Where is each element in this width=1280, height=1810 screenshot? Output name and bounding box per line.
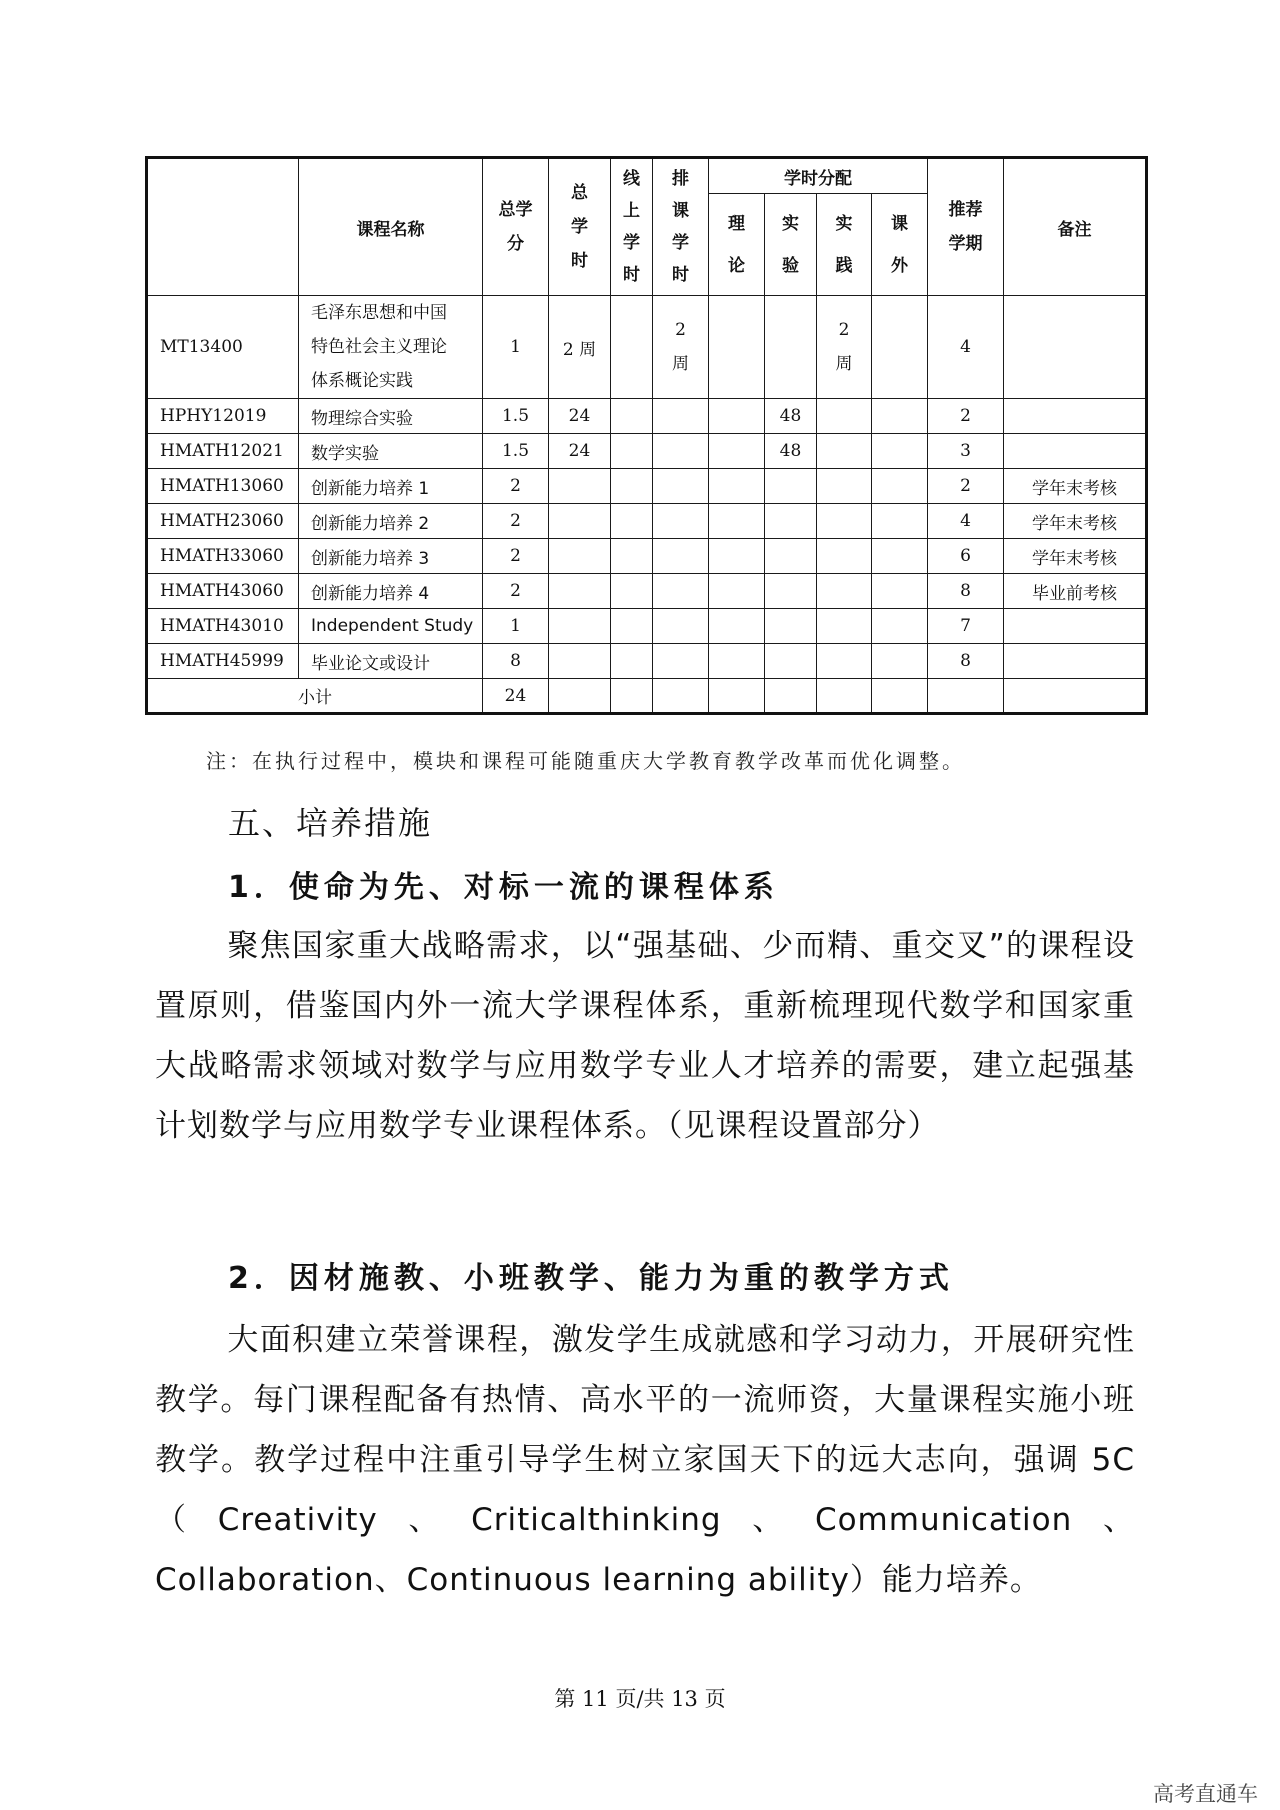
cell-name: 毕业论文或设计 bbox=[299, 644, 483, 679]
subtotal-credits: 24 bbox=[483, 679, 549, 714]
cell-credits: 2 bbox=[483, 574, 549, 609]
table-row bbox=[147, 296, 1147, 399]
cell-code: HMATH43060 bbox=[147, 574, 299, 609]
cell-note bbox=[1004, 609, 1147, 644]
cell-scheduled bbox=[653, 609, 709, 644]
cell-credits: 2 bbox=[483, 469, 549, 504]
cell-hours bbox=[549, 539, 611, 574]
cell-hours: 2 周 bbox=[549, 296, 611, 399]
header-hour-allocation: 学时分配 bbox=[709, 158, 928, 194]
table-body bbox=[147, 296, 1147, 679]
cell-theory bbox=[709, 469, 765, 504]
watermark: 高考直通车 bbox=[1153, 1782, 1258, 1806]
header-online-hours: 线上学时 bbox=[611, 158, 653, 296]
cell-online bbox=[611, 574, 653, 609]
cell-semester: 4 bbox=[928, 504, 1004, 539]
cell-extra bbox=[872, 504, 928, 539]
cell-code: HMATH43010 bbox=[147, 609, 299, 644]
cell-note bbox=[1004, 296, 1147, 399]
header-remarks: 备注 bbox=[1004, 158, 1147, 296]
cell-credits: 8 bbox=[483, 644, 549, 679]
cell-note bbox=[1004, 644, 1147, 679]
cell-practice bbox=[817, 469, 872, 504]
cell-semester: 4 bbox=[928, 296, 1004, 399]
cell-note bbox=[1004, 399, 1147, 434]
cell-experiment bbox=[765, 296, 817, 399]
cell-hours bbox=[549, 644, 611, 679]
cell-code: HMATH13060 bbox=[147, 469, 299, 504]
cell-extra bbox=[872, 469, 928, 504]
cell-online bbox=[611, 434, 653, 469]
cell-hours bbox=[549, 504, 611, 539]
cell-experiment bbox=[765, 504, 817, 539]
cell-extra bbox=[872, 574, 928, 609]
cell-scheduled bbox=[653, 399, 709, 434]
cell-scheduled bbox=[653, 644, 709, 679]
cell-hours: 24 bbox=[549, 434, 611, 469]
cell-practice bbox=[817, 504, 872, 539]
cell-note: 学年末考核 bbox=[1004, 504, 1147, 539]
cell-hours bbox=[549, 574, 611, 609]
subtotal-label: 小计 bbox=[147, 679, 483, 714]
cell-theory bbox=[709, 434, 765, 469]
cell-semester: 8 bbox=[928, 644, 1004, 679]
cell-scheduled bbox=[653, 504, 709, 539]
cell-hours: 24 bbox=[549, 399, 611, 434]
table-note: 注：在执行过程中，模块和课程可能随重庆大学教育教学改革而优化调整。 bbox=[206, 749, 965, 773]
cell-name: 物理综合实验 bbox=[299, 399, 483, 434]
header-experiment: 实验 bbox=[765, 194, 817, 296]
cell-practice bbox=[817, 399, 872, 434]
empty-cell bbox=[549, 679, 611, 714]
table-row bbox=[147, 504, 1147, 539]
cell-online bbox=[611, 644, 653, 679]
cell-extra bbox=[872, 296, 928, 399]
table-row bbox=[147, 539, 1147, 574]
cell-experiment bbox=[765, 539, 817, 574]
empty-cell bbox=[611, 679, 653, 714]
cell-scheduled bbox=[653, 574, 709, 609]
header-total-hours: 总学时 bbox=[549, 158, 611, 296]
cell-semester: 7 bbox=[928, 609, 1004, 644]
table-row bbox=[147, 399, 1147, 434]
cell-online bbox=[611, 469, 653, 504]
cell-experiment bbox=[765, 469, 817, 504]
empty-cell bbox=[709, 679, 765, 714]
cell-practice: 2 周 bbox=[817, 296, 872, 399]
subsection-body-2-text: 大面积建立荣誉课程，激发学生成就感和学习动力，开展研究性教学。每门课程配备有热情、高水平的一流师资，大量课程实施小班教学。教学过程中注重引导学生树立家国天下的远大志向，强调 5C（Creativity、Criticalthinking、Communication、Collaboration、Continuous learning ability）能力培养。 bbox=[155, 1322, 1135, 1598]
cell-semester: 2 bbox=[928, 469, 1004, 504]
cell-extra bbox=[872, 399, 928, 434]
cell-name: Independent Study bbox=[299, 609, 483, 644]
subsection-title-2: 2．因材施教、小班教学、能力为重的教学方式 bbox=[228, 1261, 954, 1296]
cell-practice bbox=[817, 644, 872, 679]
cell-semester: 3 bbox=[928, 434, 1004, 469]
cell-theory bbox=[709, 399, 765, 434]
cell-hours bbox=[549, 469, 611, 504]
course-table bbox=[145, 156, 1148, 715]
cell-code: HMATH12021 bbox=[147, 434, 299, 469]
header-code bbox=[147, 158, 299, 296]
cell-code: MT13400 bbox=[147, 296, 299, 399]
empty-cell bbox=[765, 679, 817, 714]
subsection-body-2 bbox=[155, 1310, 1135, 1610]
empty-cell bbox=[928, 679, 1004, 714]
table-row bbox=[147, 574, 1147, 609]
cell-credits: 1.5 bbox=[483, 434, 549, 469]
header-theory: 理论 bbox=[709, 194, 765, 296]
cell-practice bbox=[817, 539, 872, 574]
cell-experiment: 48 bbox=[765, 434, 817, 469]
cell-online bbox=[611, 609, 653, 644]
cell-extra bbox=[872, 539, 928, 574]
cell-credits: 2 bbox=[483, 539, 549, 574]
cell-semester: 8 bbox=[928, 574, 1004, 609]
table-row bbox=[147, 609, 1147, 644]
table-row bbox=[147, 644, 1147, 679]
cell-code: HMATH45999 bbox=[147, 644, 299, 679]
cell-note: 学年末考核 bbox=[1004, 539, 1147, 574]
cell-credits: 1.5 bbox=[483, 399, 549, 434]
cell-name: 创新能力培养 2 bbox=[299, 504, 483, 539]
cell-code: HPHY12019 bbox=[147, 399, 299, 434]
cell-online bbox=[611, 539, 653, 574]
cell-name: 数学实验 bbox=[299, 434, 483, 469]
cell-semester: 2 bbox=[928, 399, 1004, 434]
page-footer: 第 11 页/共 13 页 bbox=[554, 1687, 726, 1711]
cell-name: 创新能力培养 1 bbox=[299, 469, 483, 504]
cell-extra bbox=[872, 644, 928, 679]
cell-credits: 2 bbox=[483, 504, 549, 539]
cell-theory bbox=[709, 539, 765, 574]
subsection-body-1-text: 聚焦国家重大战略需求，以“强基础、少而精、重交叉”的课程设置原则，借鉴国内外一流大学课程体系，重新梳理现代数学和国家重大战略需求领域对数学与应用数学专业人才培养的需要，建立起强基计划数学与应用数学专业课程体系。（见课程设置部分） bbox=[155, 928, 1135, 1144]
empty-cell bbox=[1004, 679, 1147, 714]
cell-online bbox=[611, 504, 653, 539]
header-course-name: 课程名称 bbox=[299, 158, 483, 296]
cell-experiment: 48 bbox=[765, 399, 817, 434]
subsection-title-1: 1．使命为先、对标一流的课程体系 bbox=[228, 870, 779, 905]
cell-scheduled bbox=[653, 434, 709, 469]
cell-practice bbox=[817, 574, 872, 609]
cell-theory bbox=[709, 644, 765, 679]
cell-experiment bbox=[765, 609, 817, 644]
cell-credits: 1 bbox=[483, 609, 549, 644]
cell-scheduled bbox=[653, 539, 709, 574]
subsection-body-1 bbox=[155, 916, 1135, 1156]
empty-cell bbox=[817, 679, 872, 714]
empty-cell bbox=[653, 679, 709, 714]
cell-name: 毛泽东思想和中国 特色社会主义理论 体系概论实践 bbox=[299, 296, 483, 399]
cell-scheduled bbox=[653, 469, 709, 504]
cell-theory bbox=[709, 504, 765, 539]
header-total-credits: 总学分 bbox=[483, 158, 549, 296]
header-recommended-semester: 推荐学期 bbox=[928, 158, 1004, 296]
cell-experiment bbox=[765, 644, 817, 679]
header-extracurricular: 课外 bbox=[872, 194, 928, 296]
cell-online bbox=[611, 296, 653, 399]
cell-theory bbox=[709, 574, 765, 609]
cell-theory bbox=[709, 609, 765, 644]
table-row bbox=[147, 434, 1147, 469]
cell-theory bbox=[709, 296, 765, 399]
cell-name: 创新能力培养 4 bbox=[299, 574, 483, 609]
cell-credits: 1 bbox=[483, 296, 549, 399]
header-scheduled-hours: 排课学时 bbox=[653, 158, 709, 296]
empty-cell bbox=[872, 679, 928, 714]
section-title: 五、培养措施 bbox=[228, 804, 433, 842]
cell-code: HMATH23060 bbox=[147, 504, 299, 539]
cell-code: HMATH33060 bbox=[147, 539, 299, 574]
header-practice: 实践 bbox=[817, 194, 872, 296]
cell-hours bbox=[549, 609, 611, 644]
cell-online bbox=[611, 399, 653, 434]
cell-note: 学年末考核 bbox=[1004, 469, 1147, 504]
cell-practice bbox=[817, 434, 872, 469]
table-row bbox=[147, 469, 1147, 504]
cell-semester: 6 bbox=[928, 539, 1004, 574]
cell-note bbox=[1004, 434, 1147, 469]
cell-extra bbox=[872, 434, 928, 469]
cell-scheduled: 2 周 bbox=[653, 296, 709, 399]
cell-experiment bbox=[765, 574, 817, 609]
cell-extra bbox=[872, 609, 928, 644]
cell-practice bbox=[817, 609, 872, 644]
cell-note: 毕业前考核 bbox=[1004, 574, 1147, 609]
cell-name: 创新能力培养 3 bbox=[299, 539, 483, 574]
